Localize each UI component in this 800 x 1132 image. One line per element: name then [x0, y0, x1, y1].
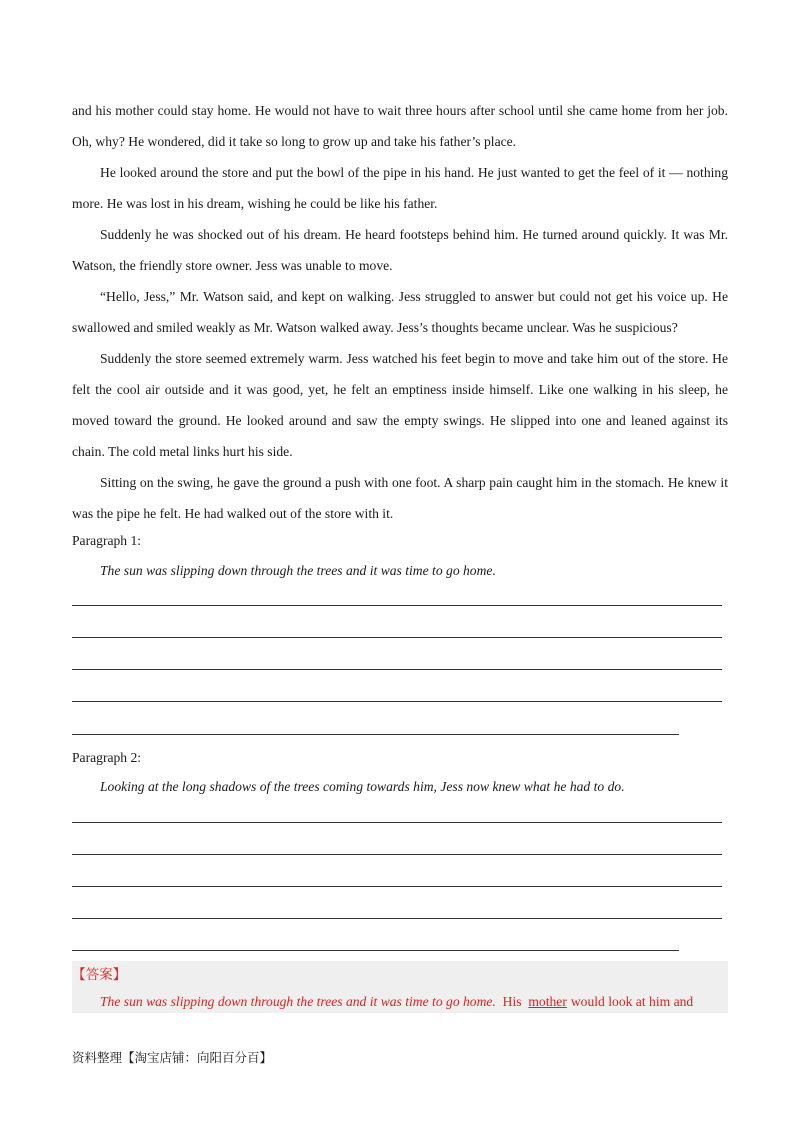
story-paragraph-3: Suddenly he was shocked out of his dream. He heard footsteps behind him. He turned around quickly. It was Mr. Watson, the friendly store owner. Jess was unable to move. [72, 227, 728, 273]
writing-line[interactable] [72, 734, 679, 735]
paragraph-2-prompt: Looking at the long shadows of the trees coming towards him, Jess now knew what he had to do. [100, 779, 625, 794]
paragraph-1-label: Paragraph 1: [72, 533, 142, 548]
answer-continuation-end: would look at him and [570, 994, 694, 1009]
paragraph-1-prompt: The sun was slipping down through the trees and it was time to go home. [100, 563, 496, 578]
story-paragraph-4: “Hello, Jess,” Mr. Watson said, and kept on walking. Jess struggled to answer but could not get his voice up. He swallowed and smiled weakly as Mr. Watson walked away. Jess’s thoughts became unclear. Was he suspicious? [72, 289, 728, 335]
story-paragraph-2: He looked around the store and put the bowl of the pipe in his hand. He just wanted to get the feel of it — nothing more. He was lost in his dream, wishing he could be like his father. [72, 165, 728, 211]
story-paragraph-1: and his mother could stay home. He would not have to wait three hours after school until she came home from her job. Oh, why? He wondered, did it take so long to grow up and take his father’s place. [72, 103, 728, 149]
answer-section [72, 961, 728, 1013]
writing-line[interactable] [72, 822, 722, 823]
page-footer: 资料整理【淘宝店铺：向阳百分百】 [72, 1050, 273, 1065]
writing-line[interactable] [72, 950, 679, 951]
story-paragraph-6: Sitting on the swing, he gave the ground a push with one foot. A sharp pain caught him in the stomach. He knew it was the pipe he felt. He had walked out of the store with it. [72, 475, 728, 521]
story-text [72, 95, 728, 529]
writing-line[interactable] [72, 854, 722, 855]
paragraph-2-label: Paragraph 2: [72, 750, 142, 765]
answer-prompt-text: The sun was slipping down through the trees and it was time to go home. [100, 994, 496, 1009]
answer-continuation-start: His [502, 994, 522, 1009]
story-paragraph-5: Suddenly the store seemed extremely warm. Jess watched his feet begin to move and take him out of the store. He felt the cool air outside and it was good, yet, he felt an emptiness inside himself. Like one walking in his sleep, he moved toward the ground. He looked around and saw the empty swings. He slipped into one and leaned against its chain. The cold metal links hurt his side. [72, 351, 728, 459]
writing-line[interactable] [72, 918, 722, 919]
writing-line[interactable] [72, 605, 722, 606]
answer-underlined-word: mother [528, 994, 567, 1009]
answer-label: 【答案】 [72, 967, 127, 983]
writing-line[interactable] [72, 637, 722, 638]
writing-line[interactable] [72, 886, 722, 887]
writing-line[interactable] [72, 669, 722, 670]
answer-text [100, 992, 693, 1012]
writing-line[interactable] [72, 701, 722, 702]
